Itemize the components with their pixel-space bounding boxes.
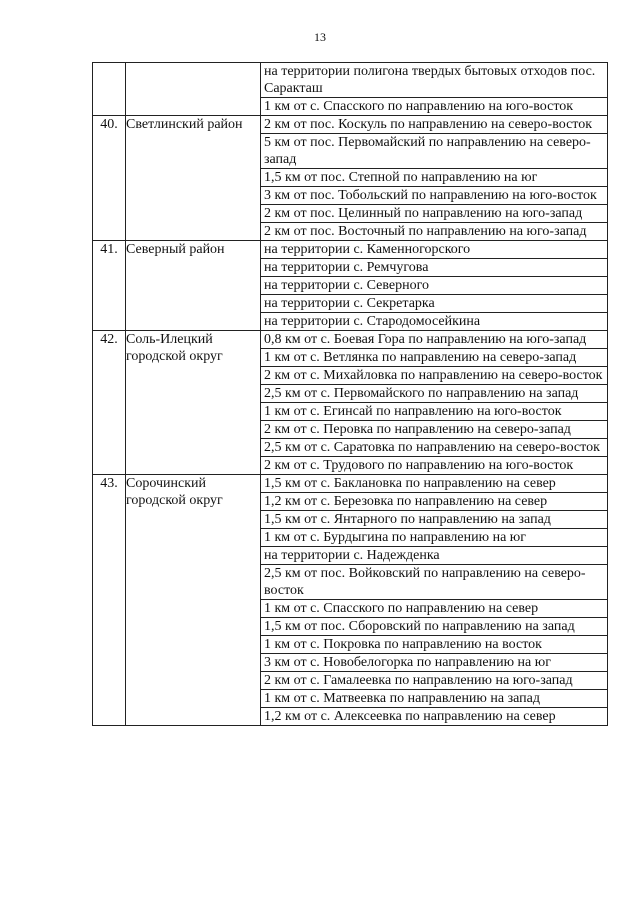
table-row (93, 331, 608, 475)
location-entry: 1,5 км от с. Баклановка по направлению на север (261, 475, 607, 493)
district-name: Сорочинский городской округ (126, 475, 261, 726)
location-entry: 2 км от с. Михайловка по направлению на северо-восток (261, 367, 607, 385)
location-entry: 1,2 км от с. Алексеевка по направлению на север (264, 709, 556, 724)
locations-table (92, 62, 608, 726)
locations-cell (261, 475, 608, 726)
location-entry: 2 км от пос. Коскуль по направлению на северо-восток (261, 116, 607, 134)
location-entry: 2 км от пос. Целинный по направлению на юго-запад (261, 205, 607, 223)
location-entry: 1 км от с. Покровка по направлению на восток (261, 636, 607, 654)
location-entry: на территории с. Каменногорского (261, 241, 607, 259)
district-name (126, 63, 261, 116)
locations-cell (261, 116, 608, 241)
location-entry: на территории с. Северного (261, 277, 607, 295)
location-entry: 1,5 км от пос. Сборовский по направлению на запад (261, 618, 607, 636)
location-entry: 3 км от пос. Тобольский по направлению на юго-восток (261, 187, 607, 205)
row-number: 43. (93, 475, 126, 726)
locations-cell (261, 241, 608, 331)
location-entry: 1,2 км от с. Березовка по направлению на север (261, 493, 607, 511)
district-name: Северный район (126, 241, 261, 331)
location-entry: 1 км от с. Бурдыгина по направлению на юг (261, 529, 607, 547)
table-row (93, 241, 608, 331)
location-entry: 2,5 км от с. Первомайского по направлению на запад (261, 385, 607, 403)
location-entry: 5 км от пос. Первомайский по направлению на северо-запад (261, 134, 607, 169)
location-entry: на территории с. Надежденка (261, 547, 607, 565)
location-entry: 0,8 км от с. Боевая Гора по направлению на юго-запад (261, 331, 607, 349)
location-entry: 2,5 км от с. Саратовка по направлению на северо-восток (261, 439, 607, 457)
location-entry: 3 км от с. Новобелогорка по направлению на юг (261, 654, 607, 672)
location-entry: 2 км от с. Гамалеевка по направлению на юго-запад (261, 672, 607, 690)
location-entry: 1,5 км от с. Янтарного по направлению на запад (261, 511, 607, 529)
district-name: Светлинский район (126, 116, 261, 241)
location-entry: 2 км от с. Трудового по направлению на юго-восток (264, 458, 574, 473)
location-entry: 2 км от пос. Восточный по направлению на юго-запад (264, 224, 587, 239)
locations-cell (261, 63, 608, 116)
location-entry: на территории с. Стародомосейкина (264, 314, 481, 329)
location-entry: 2,5 км от пос. Войковский по направлению на северо-восток (261, 565, 607, 600)
location-entry: 1 км от с. Матвеевка по направлению на запад (261, 690, 607, 708)
district-name: Соль-Илецкий городской округ (126, 331, 261, 475)
row-number (93, 63, 126, 116)
page-number: 13 (314, 30, 326, 44)
row-number: 41. (93, 241, 126, 331)
table-row (93, 475, 608, 726)
row-number: 40. (93, 116, 126, 241)
table-row (93, 63, 608, 116)
locations-cell (261, 331, 608, 475)
location-entry: 1,5 км от пос. Степной по направлению на юг (261, 169, 607, 187)
location-entry: 1 км от с. Ветлянка по направлению на северо-запад (261, 349, 607, 367)
location-entry: 1 км от с. Спасского по направлению на юго-восток (264, 99, 574, 114)
location-entry: на территории с. Секретарка (261, 295, 607, 313)
row-number: 42. (93, 331, 126, 475)
location-entry: на территории полигона твердых бытовых отходов пос. Саракташ (261, 63, 607, 98)
location-entry: на территории с. Ремчугова (261, 259, 607, 277)
location-entry: 1 км от с. Спасского по направлению на север (261, 600, 607, 618)
location-entry: 2 км от с. Перовка по направлению на северо-запад (261, 421, 607, 439)
location-entry: 1 км от с. Егинсай по направлению на юго-восток (261, 403, 607, 421)
table-row (93, 116, 608, 241)
